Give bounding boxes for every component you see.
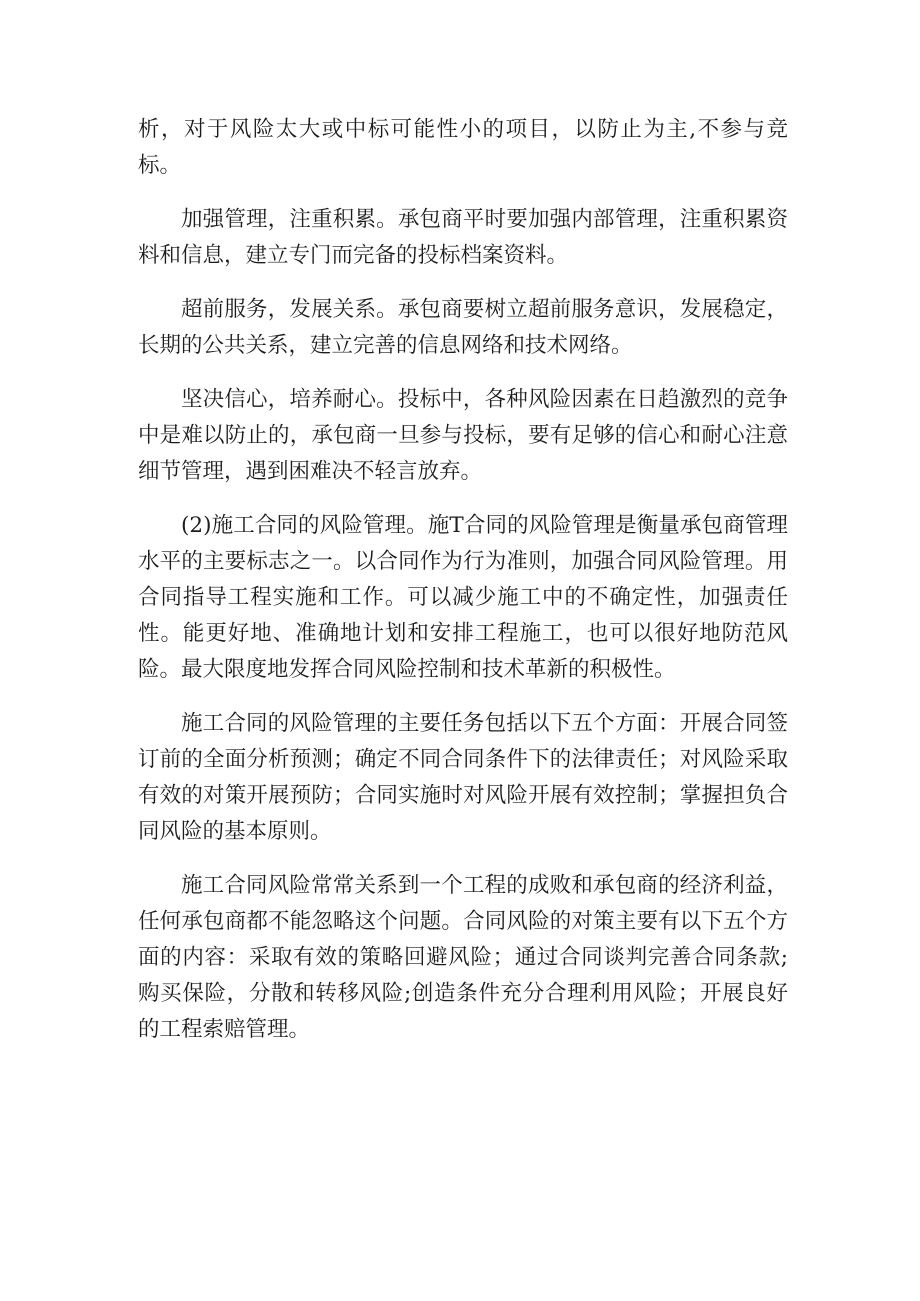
paragraph-5: (2)施工合同的风险管理。施T合同的风险管理是衡量承包商管理水平的主要标志之一。以合同作为行为准则，加强合同风险管理。用合同指导工程实施和工作。可以减少施工中的不确定性，加强责任性。能更好地、准确地计划和安排工程施工，也可以很好地防范风险。最大限度地发挥合同风险控制和技术革新的积极性。: [138, 513, 788, 682]
paragraph-4: 坚决信心，培养耐心。投标中，各种风险因素在日趋激烈的竞争中是难以防止的，承包商一旦参与投标，要有足够的信心和耐心注意细节管理，遇到困难决不轻言放弃。: [138, 387, 788, 484]
paragraph-2: 加强管理，注重积累。承包商平时要加强内部管理，注重积累资料和信息，建立专门而完备的投标档案资料。: [138, 207, 788, 268]
paragraph-6: 施工合同的风险管理的主要任务包括以下五个方面：开展合同签订前的全面分析预测；确定不同合同条件下的法律责任；对风险采取有效的对策开展预防；合同实施时对风险开展有效控制；掌握担负合同风险的基本原则。: [138, 711, 788, 844]
document-page: [138, 112, 788, 1066]
paragraph-7: 施工合同风险常常关系到一个工程的成败和承包商的经济利益，任何承包商都不能忽略这个问题。合同风险的对策主要有以下五个方面的内容：采取有效的策略回避风险；通过合同谈判完善合同条款;购买保险，分散和转移风险;创造条件充分合理利用风险；开展良好的工程索赔管理。: [138, 873, 788, 1042]
paragraph-1: 析，对于风险太大或中标可能性小的项目，以防止为主,不参与竞标。: [138, 117, 788, 178]
paragraph-3: 超前服务，发展关系。承包商要树立超前服务意识，发展稳定，长期的公共关系，建立完善的信息网络和技术网络。: [138, 297, 788, 358]
